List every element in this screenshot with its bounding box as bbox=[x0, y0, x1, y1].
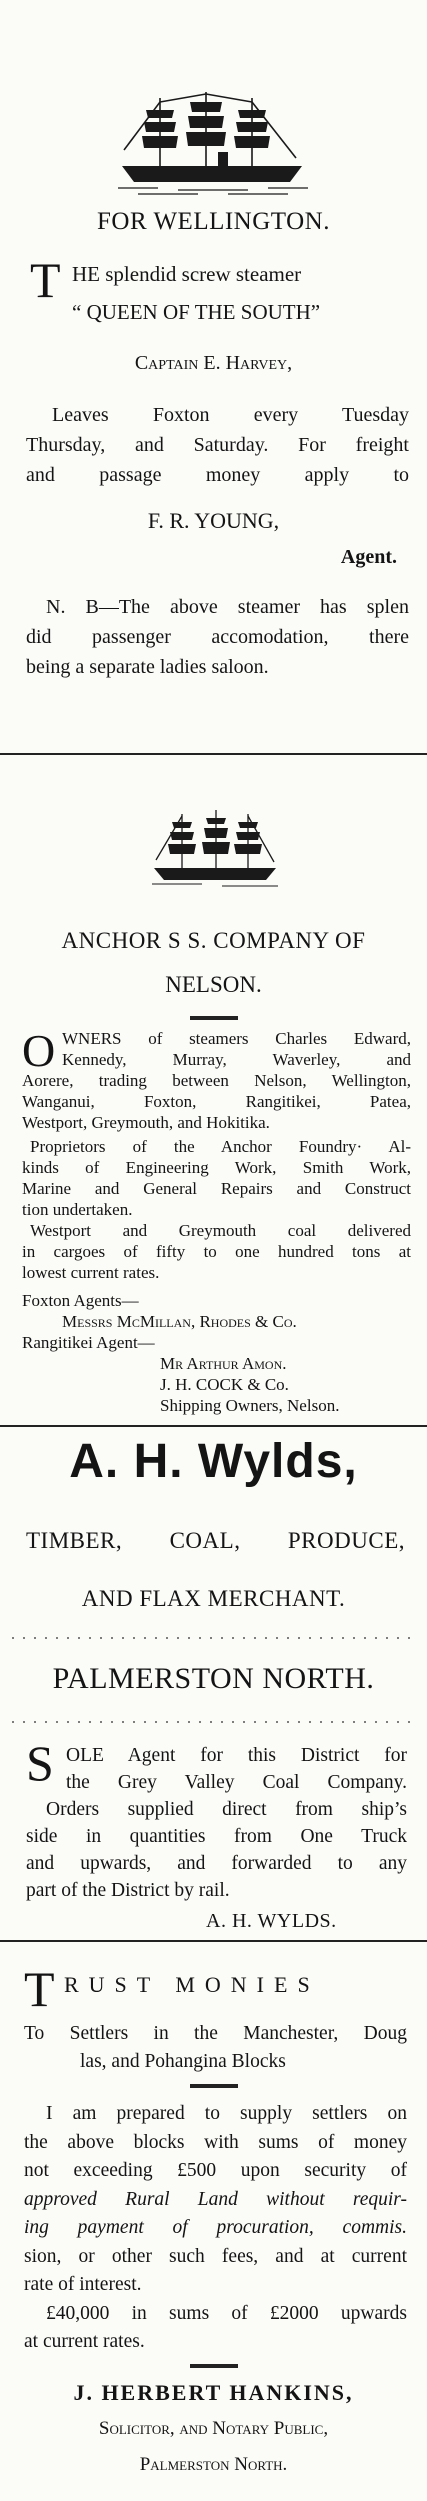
ad2-intro-line: Wanganui, Foxton, Rangitikei, Patea, bbox=[22, 1092, 411, 1111]
ad3-body-line: part of the District by rail. bbox=[26, 1880, 230, 1901]
dotted-rule bbox=[12, 1634, 415, 1642]
ad4-dropcap: T bbox=[24, 1961, 55, 2017]
ad2-body-line: lowest current rates. bbox=[22, 1263, 160, 1282]
ad1-ship-name: “ QUEEN OF THE SOUTH” bbox=[72, 300, 321, 324]
ad4-short-rule-2 bbox=[190, 2364, 238, 2368]
sailing-ship-illustration bbox=[152, 810, 278, 890]
ad4-body bbox=[24, 2100, 407, 2357]
ad3-place: PALMERSTON NORTH. bbox=[52, 1662, 375, 1695]
ad1-note bbox=[26, 592, 409, 682]
ad-for-wellington bbox=[0, 0, 427, 720]
ad2-shipping: Shipping Owners, Nelson. bbox=[160, 1396, 340, 1415]
ad3-signature: A. H. WYLDS. bbox=[206, 1910, 337, 1932]
ad3-body-line: Orders supplied direct from ship’s bbox=[46, 1799, 407, 1820]
ad1-agent-label: Agent. bbox=[340, 546, 397, 568]
ad2-foxton-label: Foxton Agents— bbox=[22, 1291, 139, 1310]
ad3-body bbox=[26, 1742, 407, 1904]
ad4-body-line: rate of interest. bbox=[24, 2274, 142, 2295]
ad4-body-line: approved Rural Land without requir- bbox=[24, 2188, 407, 2210]
column-divider bbox=[0, 1940, 427, 1942]
ad-trust-monies bbox=[0, 1944, 427, 2501]
ad4-body-line: £40,000 in sums of £2000 upwards bbox=[46, 2302, 407, 2324]
ad1-body-line: Leaves Foxton every Tuesday bbox=[52, 404, 409, 426]
ad1-heading: FOR WELLINGTON. bbox=[97, 208, 330, 235]
ad4-body-line: ing payment of procuration, commis. bbox=[24, 2217, 407, 2238]
ad4-sub bbox=[24, 2020, 407, 2076]
ad2-intro-line: Aorere, trading between Nelson, Wellington, bbox=[22, 1071, 411, 1090]
ad2-intro-line: Westport, Greymouth, and Hokitika. bbox=[22, 1113, 270, 1132]
steamship-illustration bbox=[118, 88, 308, 198]
ad3-line1: TIMBER, COAL, PRODUCE, bbox=[26, 1528, 405, 1553]
ad1-agent-name: F. R. YOUNG, bbox=[147, 508, 280, 533]
ad4-heading: RUST MONIES bbox=[64, 1972, 320, 1997]
dotted-rule bbox=[12, 1718, 415, 1726]
ad2-intro bbox=[22, 1025, 411, 1133]
ad-anchor-ss-company bbox=[0, 760, 427, 1415]
ad3-body-line: side in quantities from One Truck bbox=[26, 1826, 407, 1847]
ad2-dropcap: O bbox=[22, 1025, 56, 1076]
ad1-body bbox=[26, 400, 409, 490]
ad3-dropcap: S bbox=[26, 1735, 54, 1791]
ad2-body-line: Marine and General Repairs and Construct bbox=[22, 1179, 411, 1198]
ad4-place: Palmerston North. bbox=[139, 2454, 288, 2475]
ad3-body-line: the Grey Valley Coal Company. bbox=[66, 1772, 407, 1793]
ad2-body bbox=[22, 1136, 411, 1283]
ad2-heading-2: NELSON. bbox=[165, 972, 262, 997]
ad1-note-line: being a separate ladies saloon. bbox=[26, 656, 269, 678]
ad4-short-rule bbox=[190, 2084, 238, 2088]
ad1-line1: HE splendid screw steamer bbox=[72, 262, 302, 286]
ad4-sub-line: To Settlers in the Manchester, Doug bbox=[24, 2023, 407, 2044]
ad4-sub-line: las, and Pohangina Blocks bbox=[80, 2051, 286, 2072]
ad4-body-line: I am prepared to supply settlers on bbox=[46, 2103, 407, 2124]
ad3-body-line: and upwards, and forwarded to any bbox=[26, 1853, 407, 1874]
ad2-body-line: Westport and Greymouth coal delivered bbox=[30, 1221, 411, 1240]
ad1-captain: Captain E. Harvey, bbox=[134, 352, 293, 374]
ad1-note-line: N. B—The above steamer has splen bbox=[46, 596, 409, 618]
ad4-body-line: not exceeding £500 upon security of bbox=[24, 2160, 407, 2181]
ad4-body-line: the above blocks with sums of money bbox=[24, 2131, 407, 2153]
ad1-note-line: did passenger accomodation, there bbox=[26, 626, 409, 648]
ad-wylds bbox=[0, 1428, 427, 1932]
ad4-name: J. HERBERT HANKINS, bbox=[73, 2380, 354, 2405]
column-divider bbox=[0, 753, 427, 755]
ad3-body-line: OLE Agent for this District for bbox=[66, 1745, 407, 1766]
ad2-body-line: tion undertaken. bbox=[22, 1200, 133, 1219]
ad2-rangitikei-label: Rangitikei Agent— bbox=[22, 1333, 155, 1352]
ad1-dropcap: T bbox=[30, 252, 61, 308]
ad4-title: Solicitor, and Notary Public, bbox=[98, 2418, 329, 2439]
ad2-body-line: Proprietors of the Anchor Foundry· Al- bbox=[30, 1137, 411, 1156]
ad2-intro-line: WNERS of steamers Charles Edward, bbox=[62, 1029, 411, 1048]
ad2-rangitikei-agent: Mr Arthur Amon. bbox=[160, 1354, 287, 1373]
ad2-cock: J. H. COCK & Co. bbox=[160, 1375, 289, 1394]
ad2-foxton-agents: Messrs McMillan, Rhodes & Co. bbox=[62, 1312, 297, 1331]
column-divider bbox=[0, 1425, 427, 1427]
ad3-line2: AND FLAX MERCHANT. bbox=[81, 1586, 346, 1611]
ad4-body-line: at current rates. bbox=[24, 2331, 145, 2352]
ad2-intro-line: Kennedy, Murray, Waverley, and bbox=[62, 1050, 411, 1069]
ad1-body-line: Thursday, and Saturday. For freight bbox=[26, 434, 409, 456]
ad1-body-line: and passage money apply to bbox=[26, 464, 409, 486]
ad4-body-line: sion, or other such fees, and at current bbox=[24, 2245, 407, 2267]
ad2-short-rule bbox=[190, 1016, 238, 1020]
ad2-body-line: in cargoes of fifty to one hundred tons at bbox=[22, 1242, 411, 1261]
ad2-heading-1: ANCHOR S S. COMPANY OF bbox=[61, 928, 366, 953]
ad2-body-line: kinds of Engineering Work, Smith Work, bbox=[22, 1158, 411, 1177]
ad3-name: A. H. Wylds, bbox=[69, 1435, 358, 1488]
